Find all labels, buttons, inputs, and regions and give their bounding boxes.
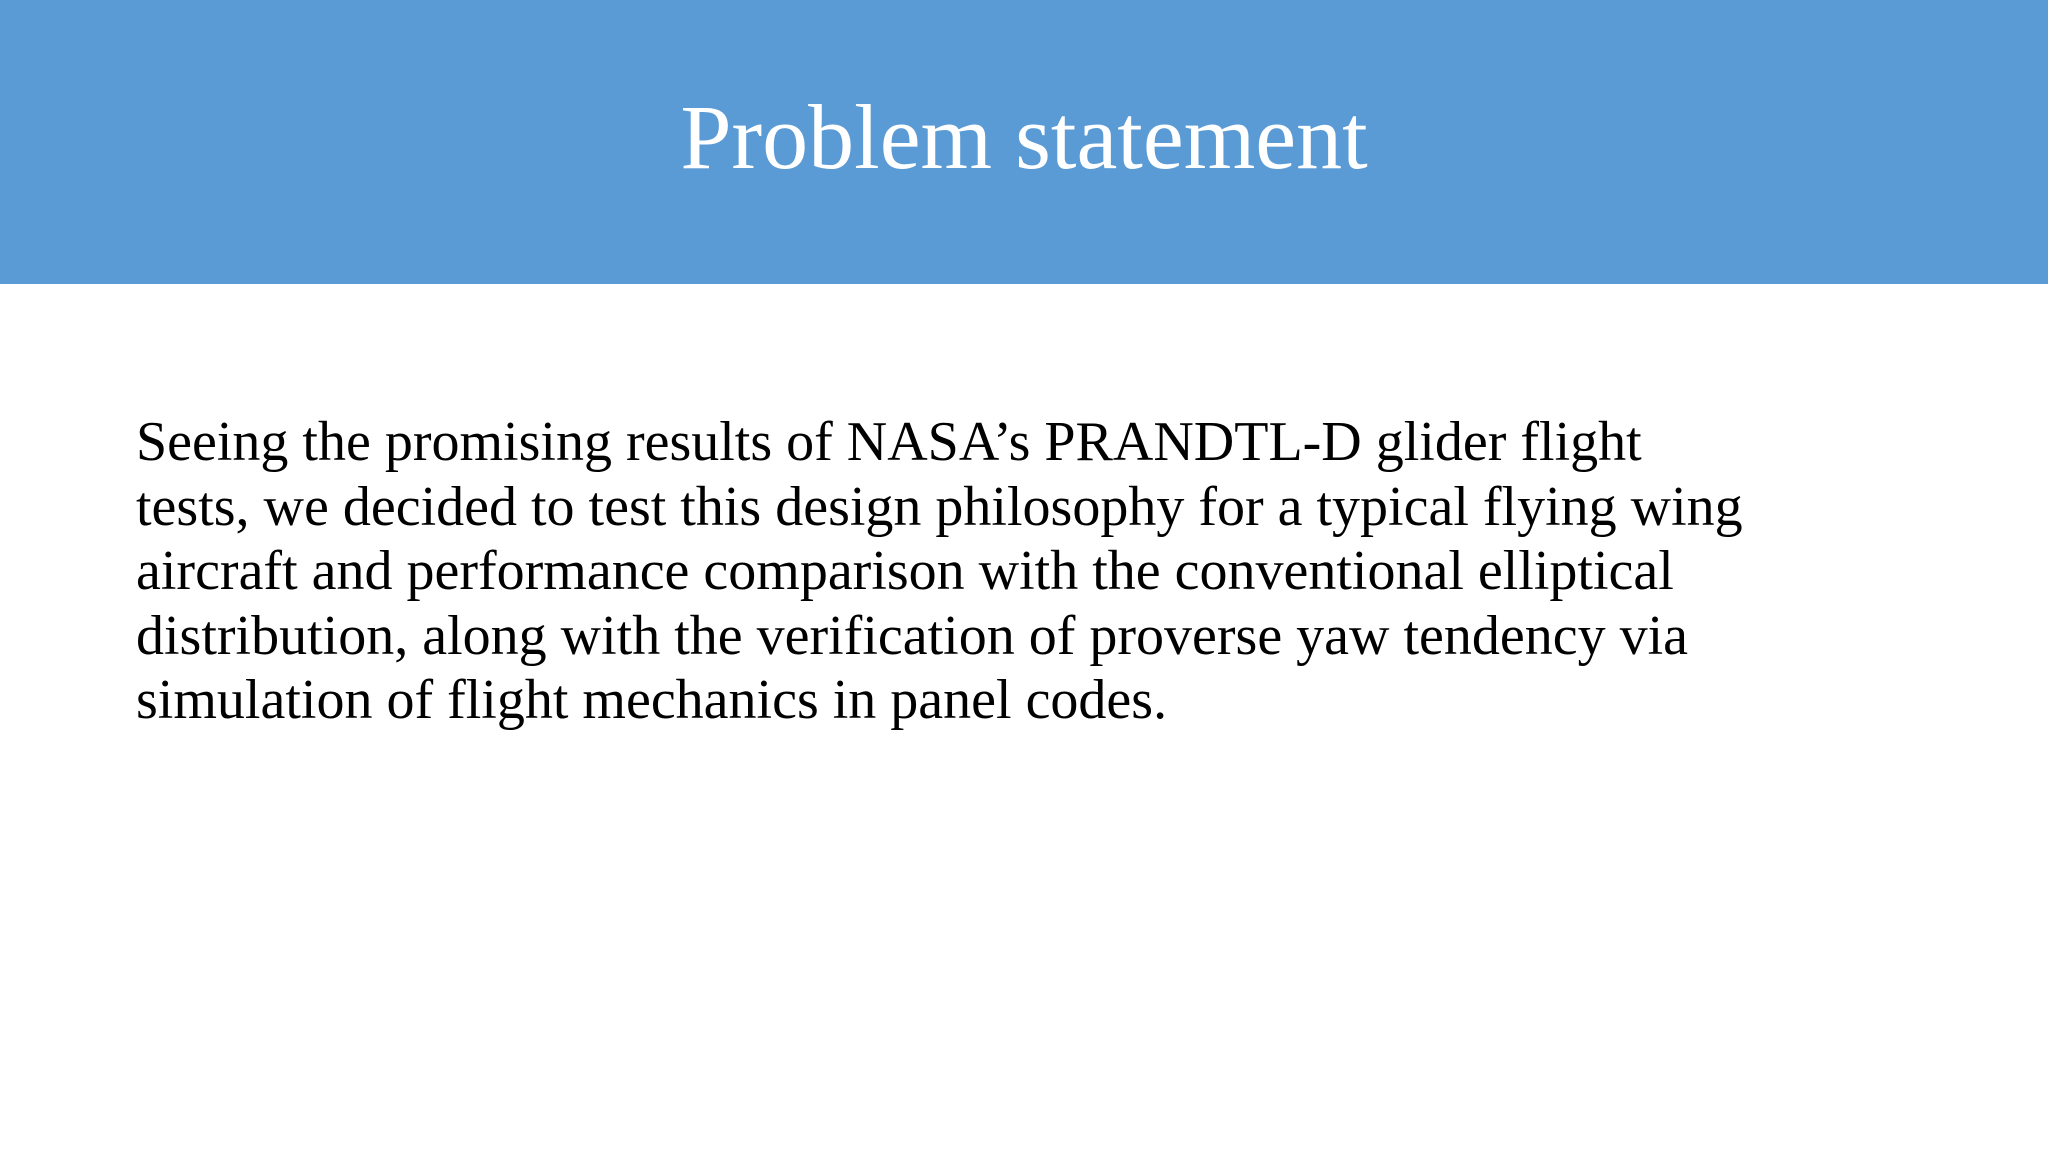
paragraph-line: tests, we decided to test this design philosophy for a typical flying wing xyxy=(136,475,1743,538)
paragraph-line: Seeing the promising results of NASA’s PRANDTL-D glider flight xyxy=(136,411,1642,473)
slide-title: Problem statement xyxy=(680,86,1368,188)
paragraph-line: distribution, along with the verification of proverse yaw tendency via xyxy=(136,604,1689,667)
paragraph-line: simulation of flight mechanics in panel codes. xyxy=(136,669,1168,731)
paragraph-line: aircraft and performance comparison with the conventional elliptical xyxy=(136,540,1674,602)
problem-statement-paragraph xyxy=(136,410,1956,733)
title-bar xyxy=(0,0,2048,284)
